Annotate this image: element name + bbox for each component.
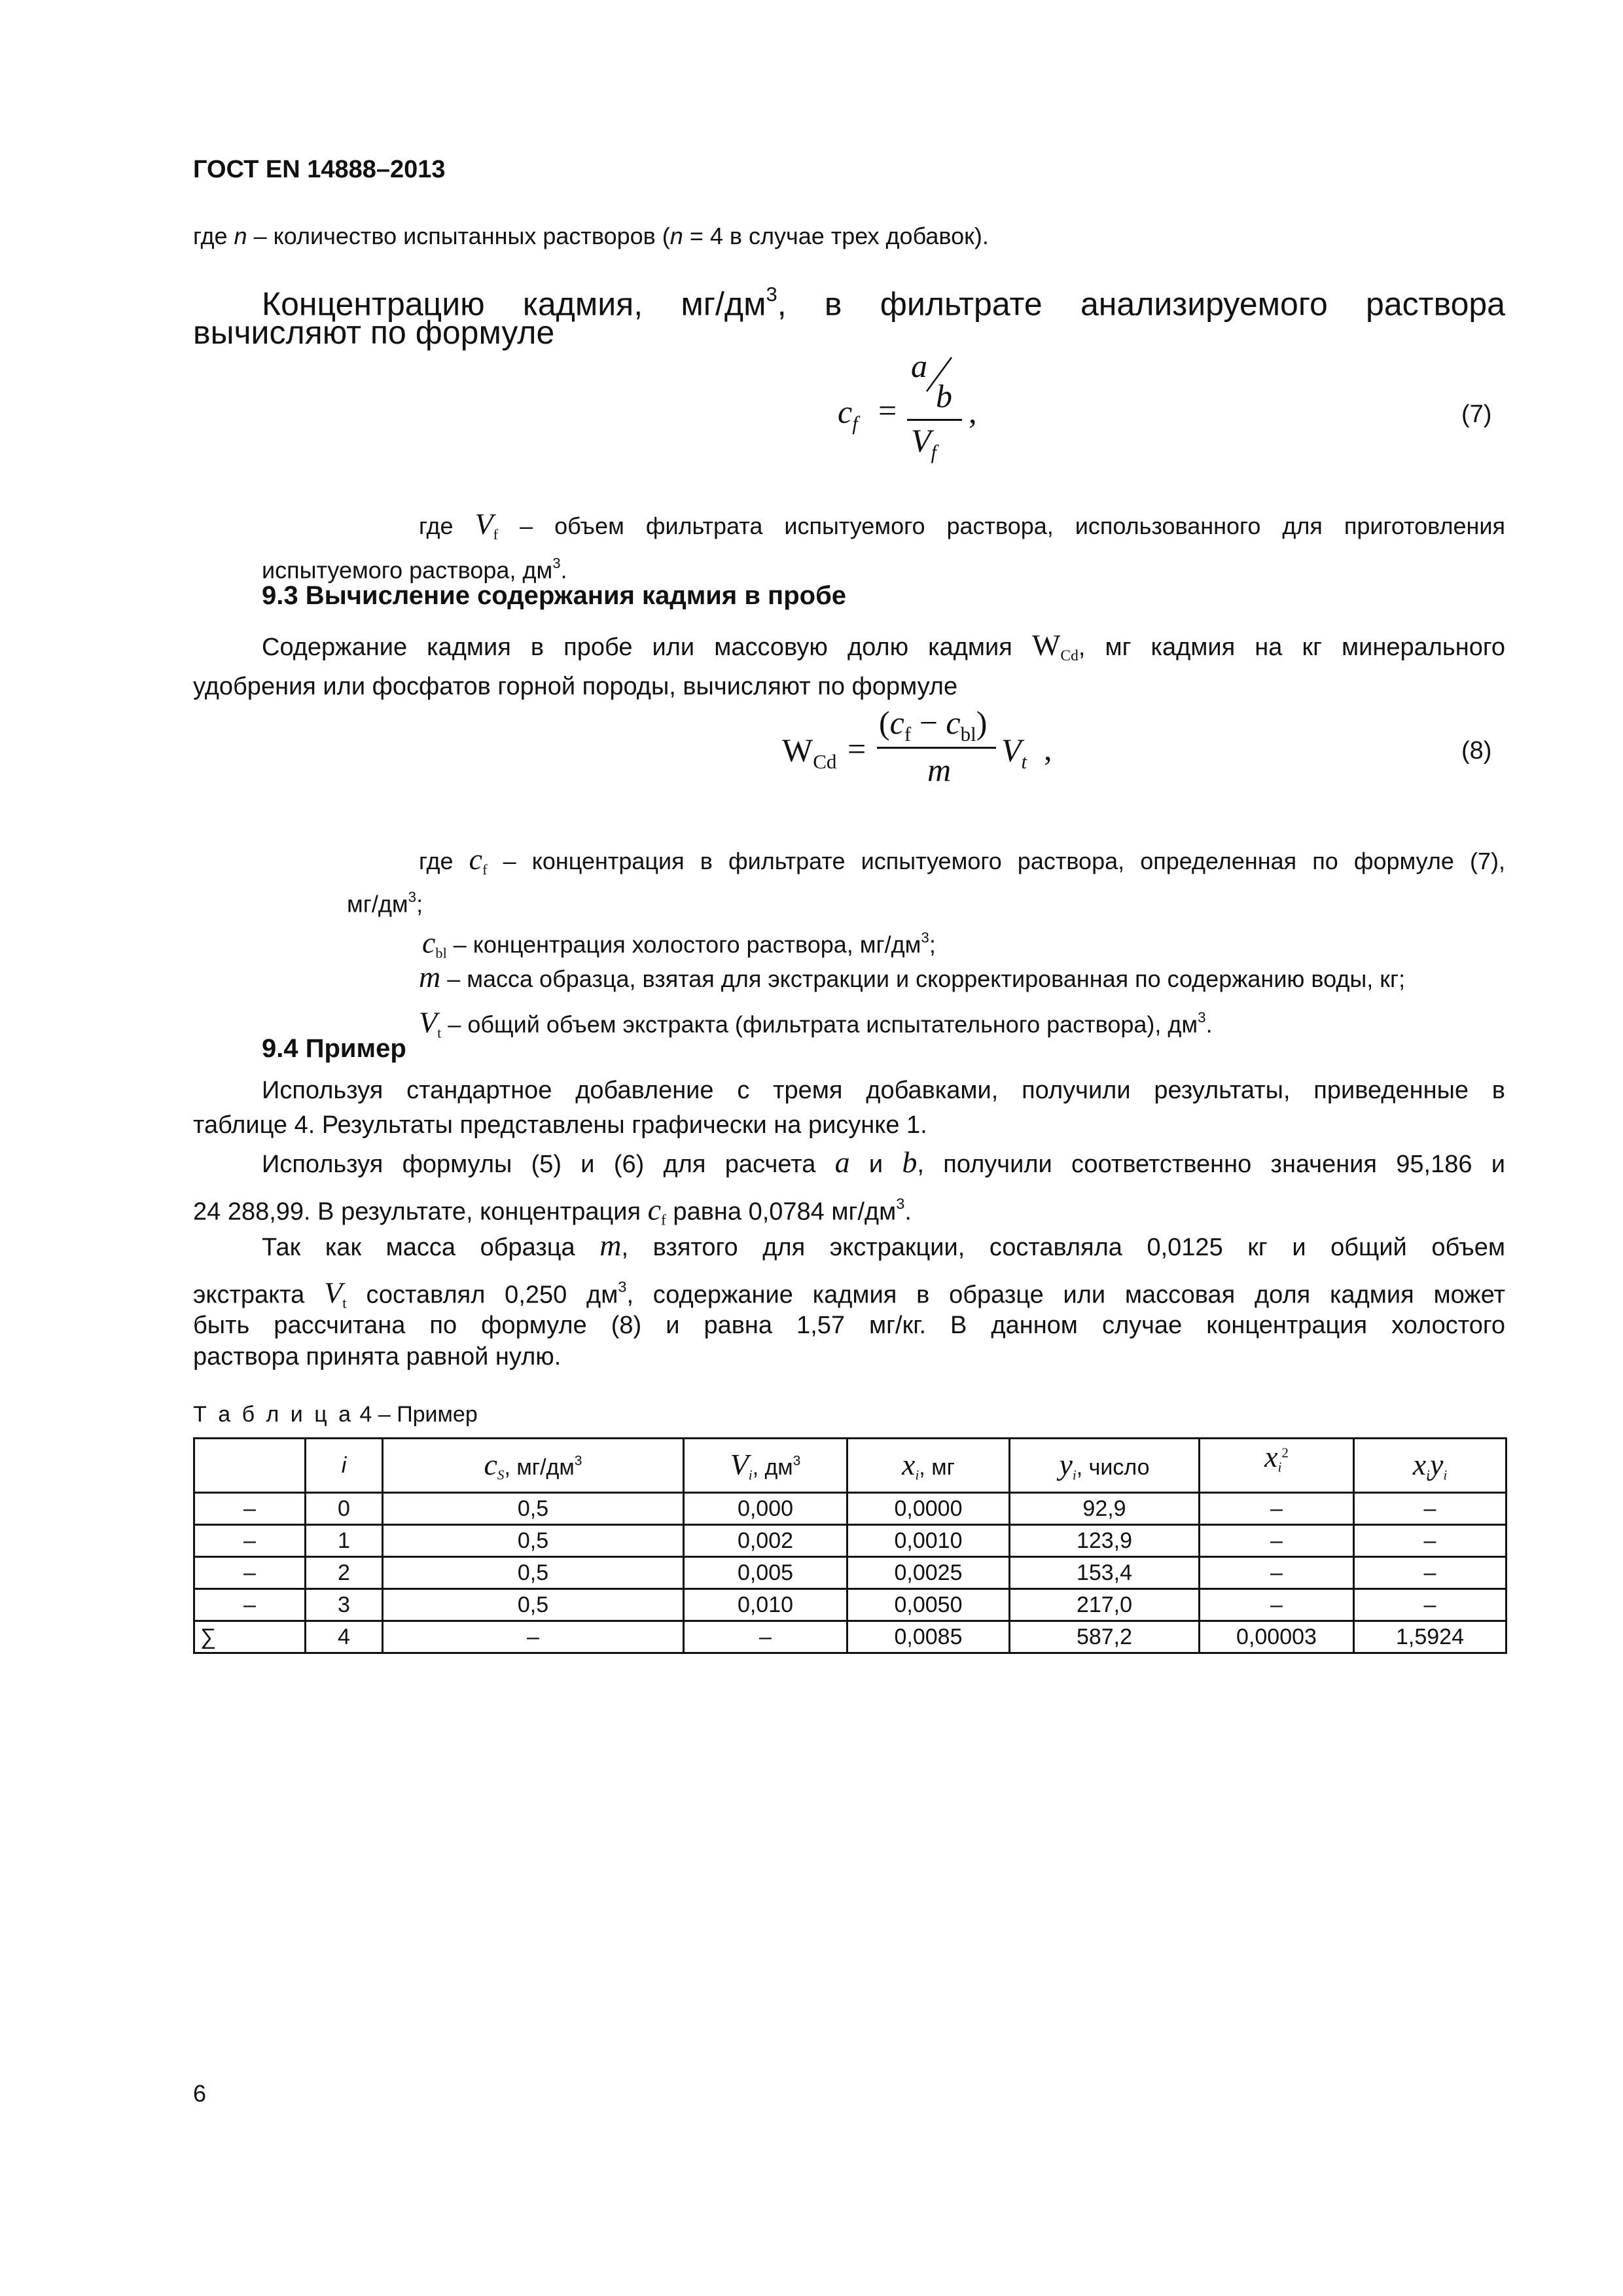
where-8-item2: $c_{bl}$ – концентрация холостого раствора, $мг/дм^3$; [422,925,936,961]
header-col-xi: $x_i$, мг [847,1439,1010,1493]
para-9-4a-line1: Используя стандартное добавление с тремя добавками, получили результаты, приведенные в [262,1077,1505,1104]
formula-8-number: (8) [1461,737,1492,764]
header-col-xiyi: $x_iy_i$ [1354,1439,1507,1493]
page-number: 6 [193,2080,207,2107]
where-8-item4: $V_t$ – общий объем экстракта (фильтрата испытательного раствора), $дм^3$. [419,1005,1213,1041]
concentration-paragraph-line1: Концентрацию кадмия, $мг/дм^3$, в фильтрате анализируемого раствора [262,283,1505,323]
header-col-i: i [306,1439,383,1493]
header-col-xi2: $x_i^2$ [1200,1439,1354,1493]
where-8-item3: m – масса образца, взятая для экстракции и скорректированная по содержанию воды, кг; [419,960,1406,994]
table-sum-row: ∑ 4 – – 0,0085 587,2 0,00003 1,5924 [194,1621,1507,1653]
para-9-4c-line3: быть рассчитана по формуле (8) и равна 1,57 мг/кг. В данном случае концентрация холостого [193,1312,1505,1339]
formula-8-fraction-bar [877,747,996,749]
where-7-line2: испытуемого раствора, $дм^3$. [262,555,567,584]
header-col-0 [194,1439,306,1493]
concentration-paragraph-line2: вычисляют по формуле [193,314,555,351]
section-9-3-title: 9.3 Вычисление содержания кадмия в пробе [262,581,847,610]
formula-7-number: (7) [1461,401,1492,428]
para-9-4a-line2: таблице 4. Результаты представлены графически на рисунке 1. [193,1111,927,1139]
header-col-vi: $V_i$, $дм^3$ [684,1439,847,1493]
table-row: – 1 0,5 0,002 0,0010 123,9 – – [194,1525,1507,1557]
para-9-3-line1: Содержание кадмия в пробе или массовую долю кадмия $W_{Cd}$, мг кадмия на кг минерального [262,628,1505,665]
intro-line: где n – количество испытанных растворов (n = 4 в случае трех добавок). [193,223,989,249]
formula-7-numerator-b: b [936,378,952,414]
formula-8: $W_{Cd}$ = $(c_f - c_{bl})$ m $V_t$ , [782,704,1052,788]
header-col-yi: $y_i$, число [1010,1439,1200,1493]
para-9-4b-line1: Используя формулы (5) и (6) для расчета a и b, получили соответственно значения 95,186 и [262,1145,1505,1179]
para-9-4c-line2: экстракта $V_t$ составлял 0,250 $дм^3$, содержание кадмия в образце или массовая доля кадмия может [193,1276,1505,1312]
where-8-item1-line1: где $c_f$ – концентрация в фильтрате испытуемого раствора, определенная по формуле (7), [419,842,1505,878]
para-9-4c-line1: Так как масса образца m, взятого для экстракции, составляла 0,0125 кг и общий объем [262,1229,1505,1262]
formula-7-lhs: $c_f$ [838,393,858,435]
table-row: – 3 0,5 0,010 0,0050 217,0 – – [194,1589,1507,1621]
table-row: – 2 0,5 0,005 0,0025 153,4 – – [194,1557,1507,1589]
formula-7: $c_f$ = a b $V_f$ , [838,348,977,463]
where-7-line1: где $V_f$ – объем фильтрата испытуемого раствора, использованного для приготовления [419,507,1505,543]
formula-7-numerator-a: a [911,348,927,384]
where-8-item1-line2: $мг/дм^3$; [347,889,423,918]
section-9-4-title: 9.4 Пример [262,1034,406,1063]
document-code: ГОСТ EN 14888–2013 [193,156,446,183]
results-table [193,1437,1507,1654]
header-col-cs: $c_S$, $мг/дм^3$ [383,1439,684,1493]
formula-7-fraction-bar [907,419,962,421]
formula-7-denominator: $V_f$ [911,422,937,463]
formula-8-numerator: $(c_f - c_{bl})$ [879,704,988,745]
table-row: – 0 0,5 0,000 0,0000 92,9 – – [194,1493,1507,1525]
para-9-3-line2: удобрения или фосфатов горной породы, вычисляют по формуле [193,673,958,700]
para-9-4c-line4: раствора принята равной нулю. [193,1343,562,1371]
formula-8-lhs: $W_{Cd}$ [782,732,837,773]
formula-8-denominator: m [927,751,952,788]
table-header-row [194,1439,1507,1493]
table-caption: Т а б л и ц а 4 – Пример [193,1402,478,1427]
formula-8-multiplier: $V_t$ [1001,732,1027,773]
para-9-4b-line2: 24 288,99. В результате, концентрация $c_f$ равна 0,0784 $мг/дм^3$. [193,1193,912,1229]
